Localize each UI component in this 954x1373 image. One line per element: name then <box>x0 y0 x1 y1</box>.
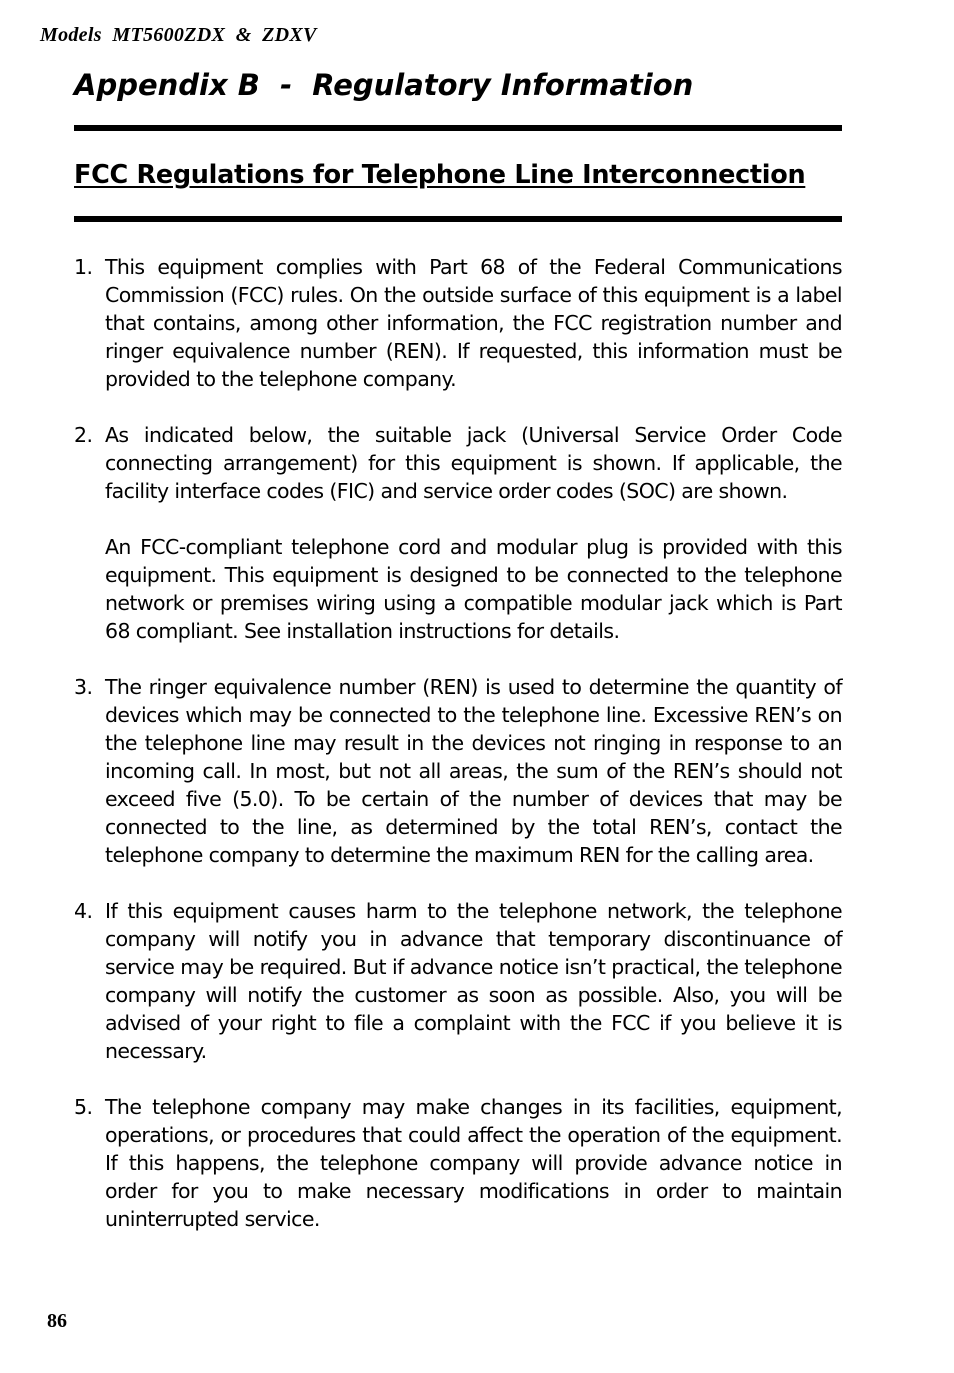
item-text: As indicated below, the suitable jack (Universal Service Order Code connecting arrangement) for this equipment is shown. If applicable, the facility interface codes (FIC) and service order codes (SOC) are shown. <box>105 423 842 503</box>
item-number: 2. <box>74 423 93 447</box>
page-number: 86 <box>47 1310 67 1332</box>
item-number: 4. <box>74 899 93 923</box>
section-title: FCC Regulations for Telephone Line Interconnection <box>74 160 806 190</box>
item-number: 3. <box>74 675 93 699</box>
appendix-title: Appendix B - Regulatory Information <box>74 68 694 102</box>
item-number: 5. <box>74 1095 93 1119</box>
title-rule-bottom <box>74 216 842 222</box>
title-rule-top <box>74 125 842 131</box>
list-item <box>74 1093 842 1233</box>
list-item <box>74 673 842 869</box>
item-text: The ringer equivalence number (REN) is used to determine the quantity of devices which may be connected to the telephone line. Excessive REN’s on the telephone line may result in the devices not ringing in response to an incoming call. In most, but not all areas, the sum of the REN’s should not exceed five (5.0). To be certain of the number of devices that may be connected to the line, as determined by the total REN’s, contact the telephone company to determine the maximum REN for the calling area. <box>105 675 842 867</box>
list-item-subparagraph: An FCC-compliant telephone cord and modular plug is provided with this equipment. This equipment is designed to be connected to the telephone network or premises wiring using a compatible modular jack which is Part 68 compliant. See installation instructions for details. <box>105 535 842 643</box>
item-number: 1. <box>74 255 93 279</box>
regulation-list <box>74 253 842 1261</box>
item-text: This equipment complies with Part 68 of the Federal Communications Commission (FCC) rules. On the outside surface of this equipment is a label that contains, among other information, the FCC registration number and ringer equivalence number (REN). If requested, this information must be provided to the telephone company. <box>105 255 842 391</box>
list-item <box>74 253 842 393</box>
list-item <box>74 421 842 505</box>
list-item <box>74 897 842 1065</box>
running-header: Models MT5600ZDX & ZDXV <box>40 24 317 46</box>
item-text: If this equipment causes harm to the telephone network, the telephone company will notify you in advance that temporary discontinuance of service may be required. But if advance notice isn’t practical, the telephone company will notify the customer as soon as possible. Also, you will be advised of your right to file a complaint with the FCC if you believe it is necessary. <box>105 899 842 1063</box>
item-text: The telephone company may make changes in its facilities, equipment, operations, or procedures that could affect the operation of the equipment. If this happens, the telephone company will provide advance notice in order for you to make necessary modifications in order to maintain uninterrupted service. <box>105 1095 842 1231</box>
